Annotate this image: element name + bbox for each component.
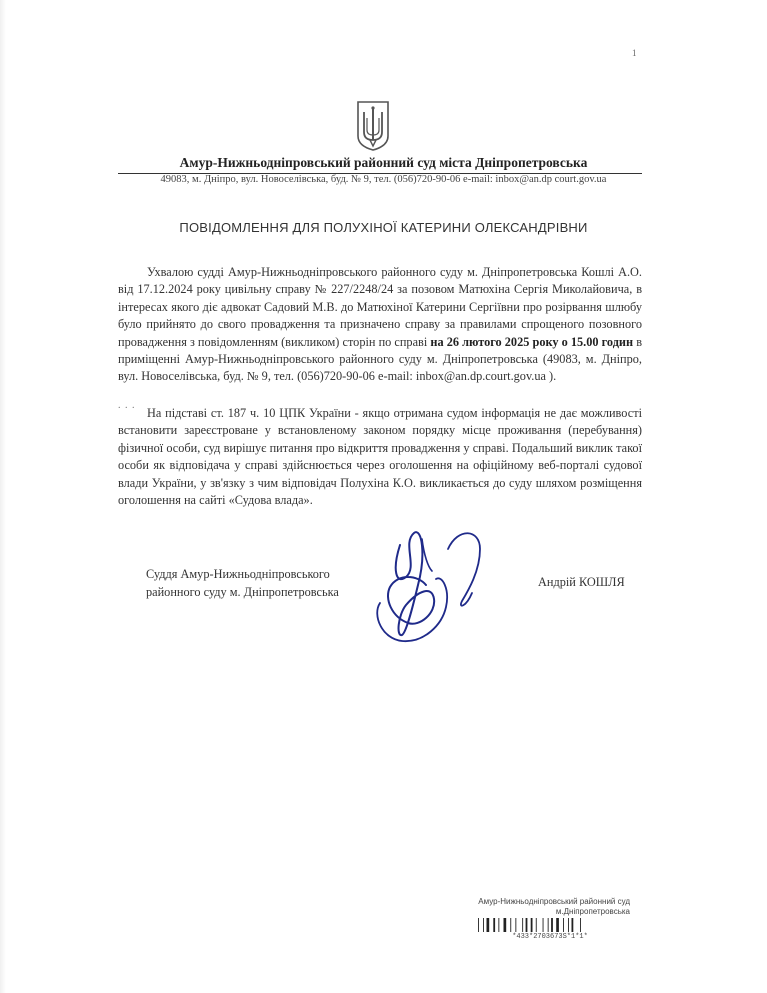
court-address: 49083, м. Дніпро, вул. Новоселівська, буд. № 9, тел. (056)720-90-06 e-mail: inbox@an.dp court.gov.ua [160, 174, 607, 185]
scan-dots: . . . [118, 400, 136, 411]
judge-position-line2: районного суду м. Дніпропетровська [146, 585, 339, 599]
paragraph-legal-basis: На підставі ст. 187 ч. 10 ЦПК України - якщо отримана судом інформація не дає можливості встановити зареєстроване у встановленому законом порядку місце проживання (перебування) фізичної особи, суд вирішує питання про відкриття провадження у справі. Подальший виклик такої особи як відповідача у справі здійснюється через оголошення на офіційному веб-порталі судової влади України, у зв'язку з чим відповідач Полухіна К.О. викликається до суду шляхом розміщення оголошення на сайті «Судова влада». [118, 406, 642, 508]
judge-name: Андрій КОШЛЯ [538, 575, 625, 589]
barcode-number: *433*2703673S*1*1* [512, 933, 588, 941]
notice-title: ПОВІДОМЛЕННЯ ДЛЯ ПОЛУХІНОЇ КАТЕРИНИ ОЛЕКСАНДРІВНИ [179, 220, 588, 235]
page-number: 1 [632, 48, 637, 58]
registry-stamp-line2: м.Дніпропетровська [555, 906, 630, 916]
registry-stamp-line1: Амур-Нижньодніпровський районний суд [478, 897, 630, 906]
trident-emblem-icon [356, 100, 390, 152]
hearing-date: на 26 лютого 2025 року о 15.00 годин [430, 334, 634, 349]
judge-position [146, 565, 339, 601]
judge-position-line1: Суддя Амур-Нижньодніпровського [146, 567, 330, 581]
registry-stamp [430, 897, 630, 916]
paragraph-hearing-text-start: Ухвалою судді Амур-Нижньодніпровського районного суду м. Дніпропетровська Кошлі А.О. від 17.12.2024 року цивільну справу № 227/2248/24 за позовом Матюхіна Сергія Миколайовича, в інтересах якого діє адвокат Садовий М.В. до Матюхіної Катерини Сергіївни про розірвання шлюбу було прийнято до свого провадження та призначено справу за правилами спрощеного позовного провадження з повідомленням (викликом) сторін по справі [118, 265, 642, 349]
paragraph-hearing-notice [118, 264, 642, 386]
scan-edge [0, 0, 6, 993]
court-name: Амур-Нижньодніпровський районний суд міста Дніпропетровська [179, 155, 588, 170]
barcode [478, 918, 628, 932]
paragraph-hearing-text-end: в приміщенні Амур-Нижньодніпровського районного суду м. Дніпропетровська (49083, м. Дніпро, вул. Новоселівська, буд. № 9, тел. (056)720-90-06 e-mail: inbox@an.dp.court.gov.ua ). [118, 334, 643, 384]
handwritten-signature [362, 515, 502, 650]
